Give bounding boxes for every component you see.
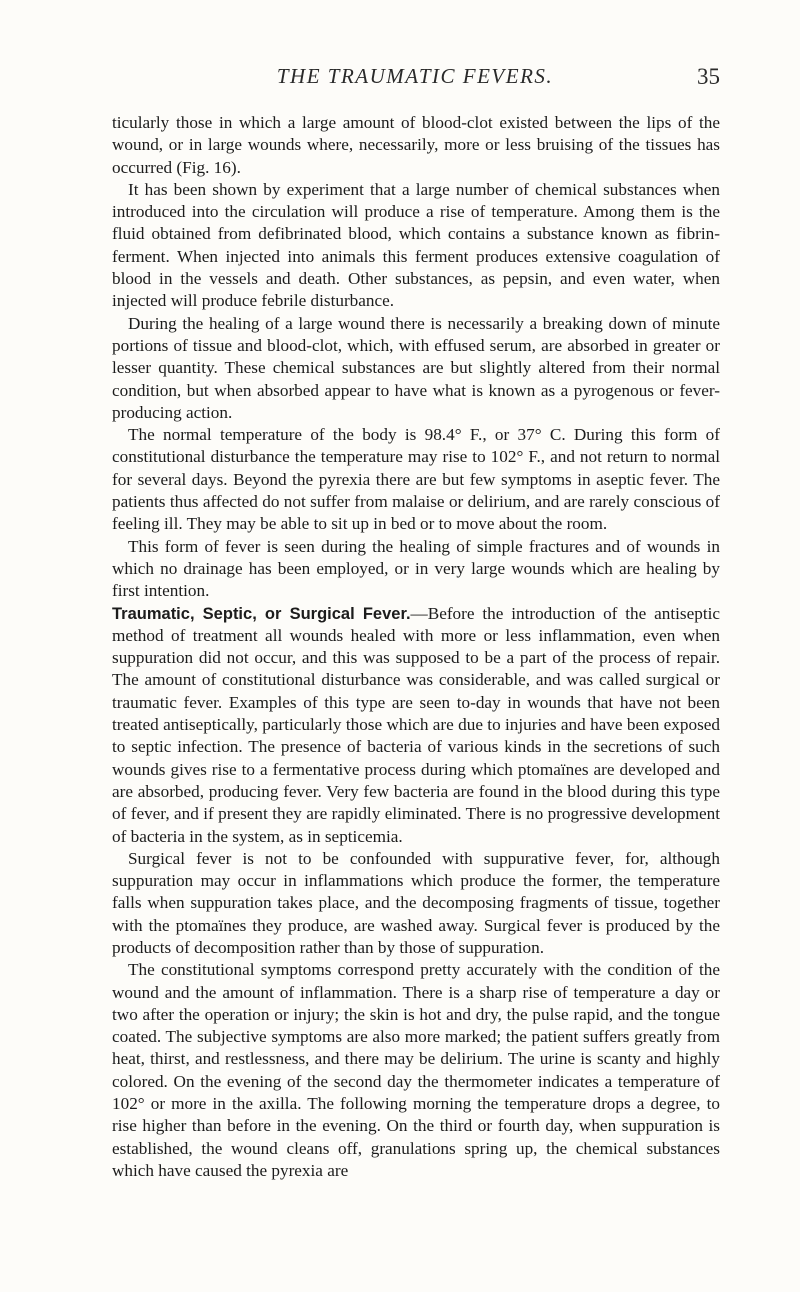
section-paragraph [112,603,720,848]
section-heading: Traumatic, Septic, or Surgical Fever. [112,604,411,623]
paragraph: The normal temperature of the body is 98.4° F., or 37° C. During this form of constitutional disturbance the temperature may rise to 102° F., and not return to normal for several days. Beyond the pyrexia there are but few symptoms in aseptic fever. The patients thus affected do not suffer from malaise or delirium, and are rarely conscious of feeling ill. They may be able to sit up in bed or to move about the room. [112,425,720,534]
paragraph: Surgical fever is not to be confounded with suppurative fever, for, although suppuration may occur in inflammations which produce the former, the temperature falls when suppuration takes place, and the decomposing fragments of tissue, together with the ptomaïnes they produce, are washed away. Surgical fever is produced by the products of decomposition rather than by those of suppuration. [112,848,720,957]
page-number: 35 [697,64,720,89]
paragraph-continued: ticularly those in which a large amount of blood-clot existed between the lips of the wound, or in large wounds where, necessarily, more or less bruising of the tissues has occurred (Fig. 16). [112,113,720,177]
running-head [110,64,720,94]
paragraph: It has been shown by experiment that a large number of chemical substances when introduced into the circulation will produce a rise of temperature. Among them is the fluid obtained from defibrinated blood, which contains a substance known as fibrin-ferment. When injected into animals this ferment produces extensive coagulation of blood in the vessels and death. Other substances, as pepsin, and even water, when injected will produce febrile disturbance. [112,179,720,311]
running-title: THE TRAUMATIC FEVERS. [276,64,554,88]
body-text [112,112,720,1182]
paragraph: During the healing of a large wound there is necessarily a breaking down of minute portions of tissue and blood-clot, which, with effused serum, are absorbed in greater or lesser quantity. These chemical substances are but slightly altered from their normal condition, but when absorbed appear to have what is known as a pyrogenous or fever-producing action. [112,313,720,422]
paragraph: This form of fever is seen during the healing of simple fractures and of wounds in which no drainage has been employed, or in very large wounds which are healing by first intention. [112,536,720,601]
paragraph: The constitutional symptoms correspond pretty accurately with the condition of the wound and the amount of inflammation. There is a sharp rise of temperature a day or two after the operation or injury; the skin is hot and dry, the pulse rapid, and the tongue coated. The subjective symptoms are also more marked; the patient suffers greatly from heat, thirst, and restlessness, and there may be delirium. The urine is scanty and highly colored. On the evening of the second day the thermometer indicates a temperature of 102° or more in the axilla. The following morning the temperature drops a degree, to rise higher than before in the evening. On the third or fourth day, when suppuration is established, the wound cleans off, granulations spring up, the chemical substances which have caused the pyrexia are [112,960,720,1180]
section-first-paragraph-text: —Before the introduction of the antiseptic method of treatment all wounds healed with more or less inflammation, even when suppuration did not occur, and this was supposed to be a part of the process of repair. The amount of constitutional disturbance was considerable, and was called surgical or traumatic fever. Examples of this type are seen to-day in wounds that have not been treated antiseptically, particularly those which are due to injuries and have been exposed to septic infection. The presence of bacteria of various kinds in the secretions of such wounds gives rise to a fermentative process during which ptomaïnes are developed and are absorbed, producing fever. Very few bacteria are found in the blood during this type of fever, and if present they are rapidly eliminated. There is no progressive development of bacteria in the system, as in septicemia. [112,603,720,846]
